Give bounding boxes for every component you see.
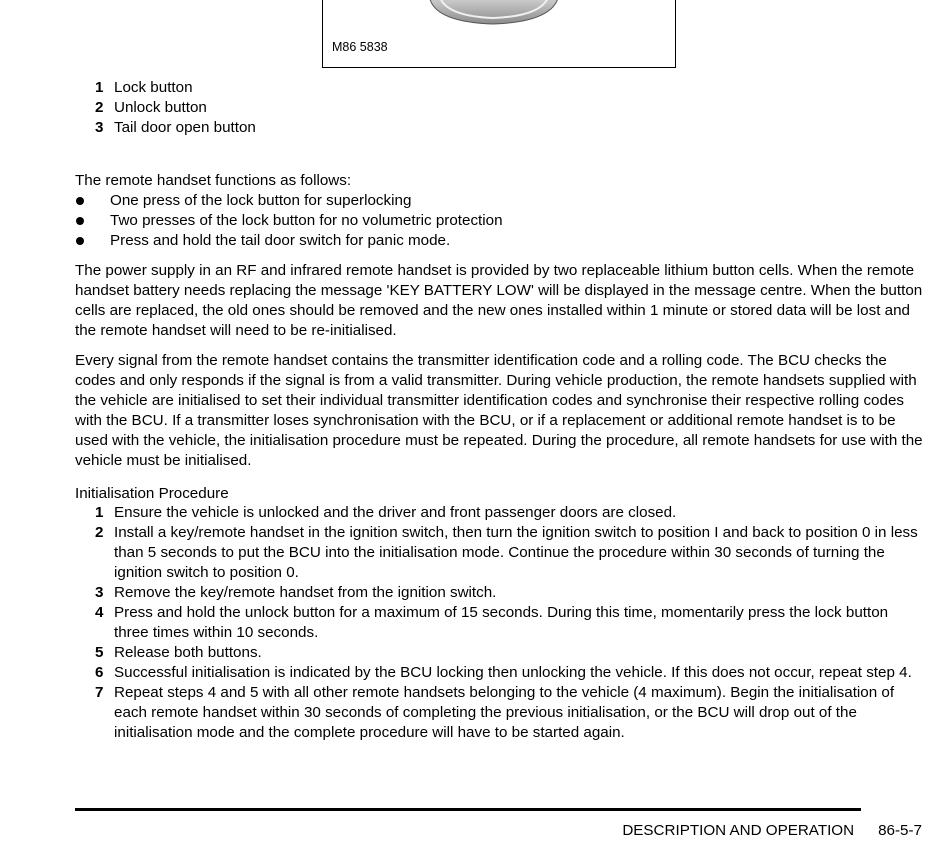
step-number: 5: [95, 644, 104, 661]
legend-label: Tail door open button: [114, 119, 256, 136]
power-supply-paragraph: [75, 261, 923, 341]
bullet-icon: [75, 231, 110, 251]
step-text: Remove the key/remote handset from the ignition switch.: [114, 584, 497, 601]
step-number: 4: [95, 604, 104, 621]
bullet-item: [75, 211, 923, 231]
footer-rule: [75, 808, 861, 811]
procedure-step: [95, 643, 923, 663]
step-text: Release both buttons.: [114, 644, 262, 661]
signal-paragraph: [75, 351, 923, 471]
step-text: Install a key/remote handset in the ignition switch, then turn the ignition switch to position I and back to position 0 in less than 5 seconds to put the BCU into the initialisation mode. Continue the procedure within 30 seconds of turning the ignition switch to position 0.: [114, 524, 918, 581]
procedure-step: [95, 603, 923, 643]
functions-intro: The remote handset functions as follows:: [75, 172, 352, 189]
step-text: Ensure the vehicle is unlocked and the driver and front passenger doors are closed.: [114, 504, 677, 521]
legend-number: 2: [95, 99, 104, 116]
step-number: 3: [95, 584, 104, 601]
step-number: 7: [95, 684, 104, 701]
procedure-step: [95, 683, 923, 743]
legend-item: [95, 98, 256, 118]
page-footer: [622, 822, 922, 840]
functions-section: [75, 171, 923, 251]
power-supply-text: The power supply in an RF and infrared remote handset is provided by two replaceable lithium button cells. When the remote handset battery needs replacing the message 'KEY BATTERY LOW' will be displayed in the message centre. When the button cells are replaced, the old ones should be removed and the new ones installed within 1 minute or stored data will be lost and the remote handset will need to be re-initialised.: [75, 262, 923, 339]
bullet-text: Two presses of the lock button for no volumetric protection: [110, 212, 503, 229]
legend-item: [95, 78, 256, 98]
procedure-step: [95, 583, 923, 603]
bullet-text: Press and hold the tail door switch for panic mode.: [110, 232, 451, 249]
figure-box: [322, 0, 676, 68]
step-number: 1: [95, 504, 104, 521]
bullet-icon: [75, 191, 110, 211]
legend-number: 1: [95, 79, 104, 96]
procedure-step: [95, 663, 923, 683]
step-text: Repeat steps 4 and 5 with all other remote handsets belonging to the vehicle (4 maximum). Begin the initialisation of each remote handset within 30 seconds of completing the previous initialisation, or the BCU will drop out of the initialisation mode and the complete procedure will have to be started again.: [114, 684, 895, 741]
procedure-step: [95, 503, 923, 523]
step-number: 6: [95, 664, 104, 681]
remote-handset-illustration: [323, 0, 675, 67]
legend-label: Lock button: [114, 79, 193, 96]
step-text: Successful initialisation is indicated by the BCU locking then unlocking the vehicle. If this does not occur, repeat step 4.: [114, 664, 912, 681]
bullet-item: [75, 231, 923, 251]
procedure-step: [95, 523, 923, 583]
page-number: 86-5-7: [878, 822, 922, 839]
bullet-item: [75, 191, 923, 211]
procedure-heading: Initialisation Procedure: [75, 485, 229, 502]
figure-code: M86 5838: [332, 40, 388, 54]
legend-label: Unlock button: [114, 99, 207, 116]
step-text: Press and hold the unlock button for a maximum of 15 seconds. During this time, momentarily press the lock button three times within 10 seconds.: [114, 604, 889, 641]
footer-section-title: DESCRIPTION AND OPERATION: [622, 822, 855, 839]
bullet-text: One press of the lock button for superlocking: [110, 192, 412, 209]
bullet-icon: [75, 211, 110, 231]
step-number: 2: [95, 524, 104, 541]
procedure-heading-block: [75, 484, 923, 504]
legend-item: [95, 118, 256, 138]
signal-text: Every signal from the remote handset contains the transmitter identification code and a rolling code. The BCU checks the codes and only responds if the signal is from a valid transmitter. During vehicle production, the remote handsets supplied with the vehicle are initialised to set their individual transmitter identification codes and synchronise their respective rolling codes with the BCU. If a transmitter loses synchronisation with the BCU, or if a replacement or additional remote handset is to be used with the vehicle, the initialisation procedure must be repeated. During the procedure, all remote handsets for use with the vehicle must be initialised.: [75, 352, 923, 469]
procedure-steps: [95, 503, 923, 743]
legend-number: 3: [95, 119, 104, 136]
figure-legend: [95, 78, 256, 138]
